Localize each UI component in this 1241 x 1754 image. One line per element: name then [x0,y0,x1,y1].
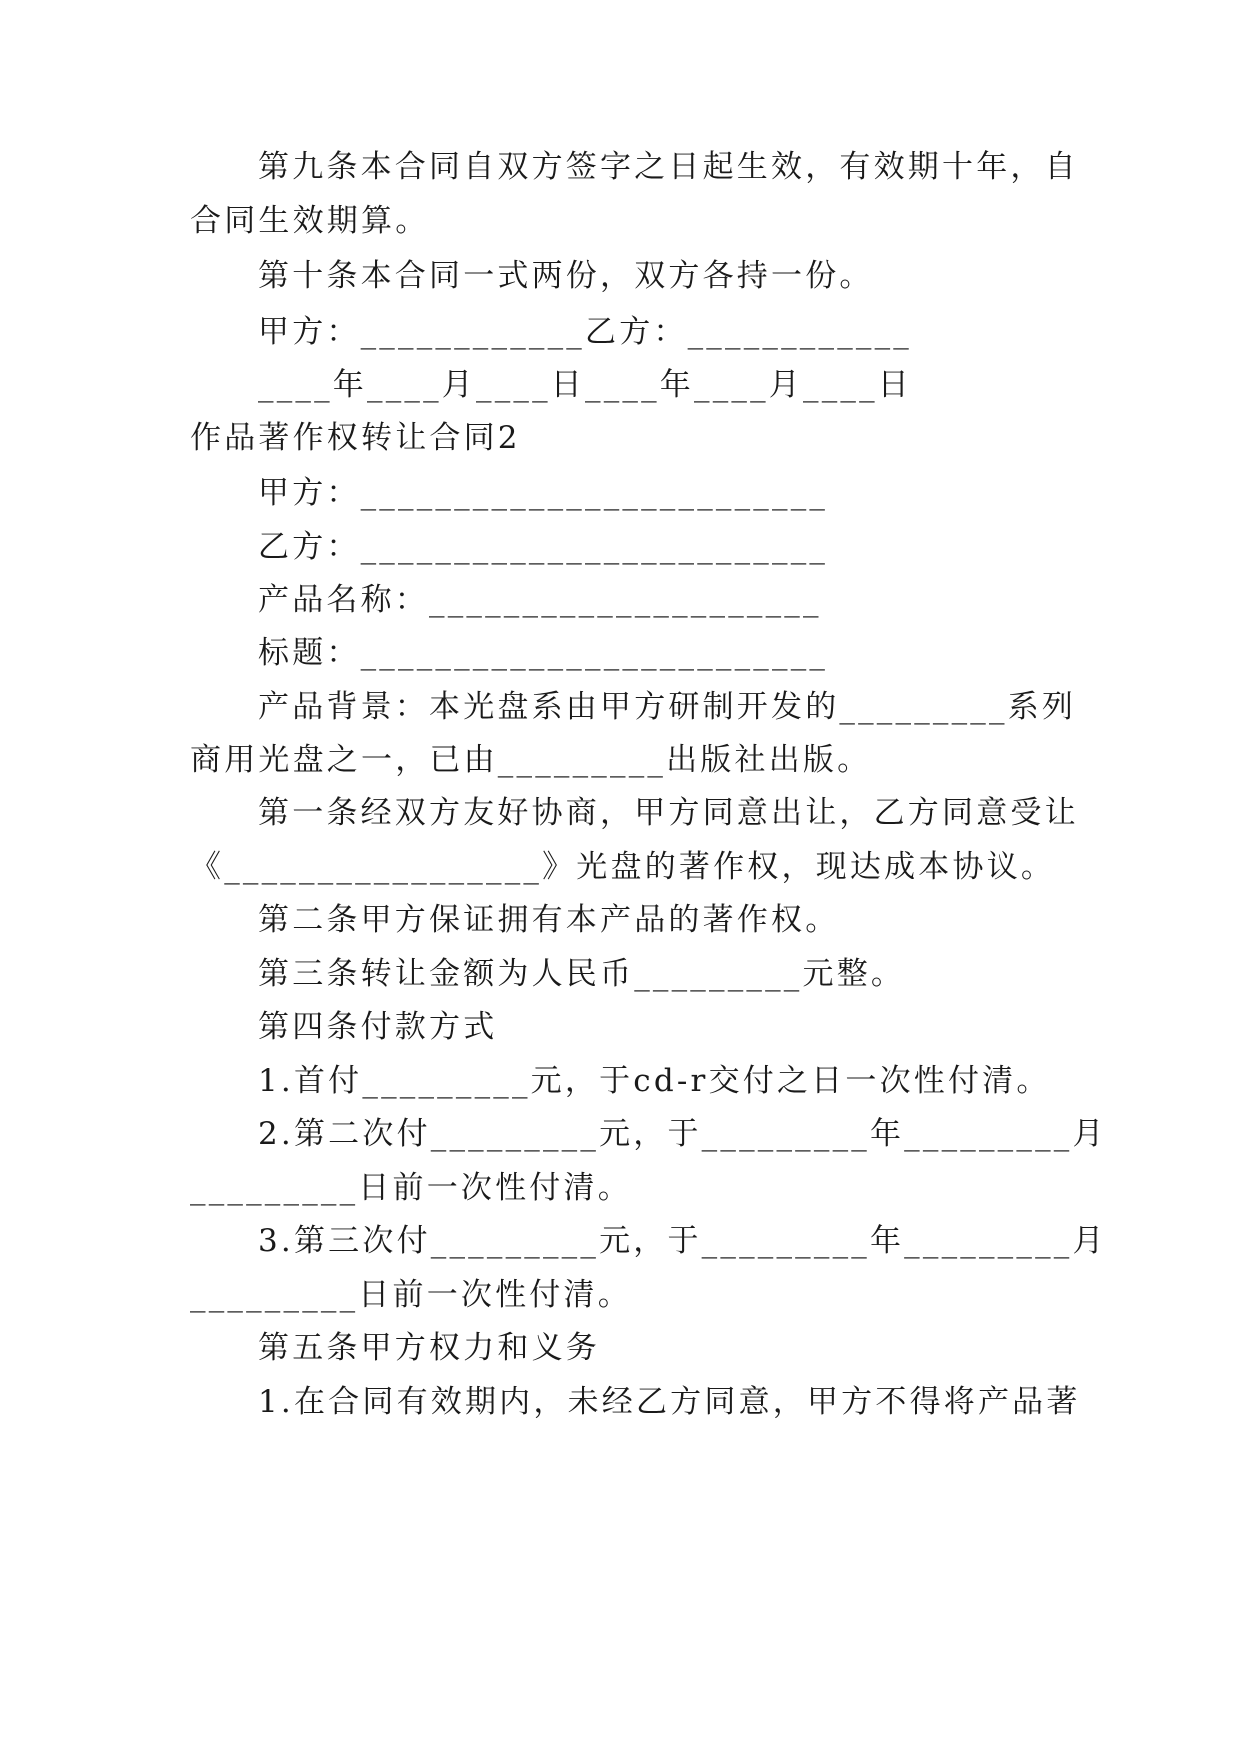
article-2: 第二条甲方保证拥有本产品的著作权。 [258,902,840,938]
product-name-field: 产品名称：_____________________ [258,582,822,618]
article-10: 第十条本合同一式两份，双方各持一份。 [258,258,874,294]
payment-item-1: 1.首付_________元，于cd-r交付之日一次性付清。 [258,1063,1051,1099]
product-background-line-2: 商用光盘之一，已由_________出版社出版。 [190,742,872,778]
article-9-line-1: 第九条本合同自双方签字之日起生效，有效期十年，自 [258,149,1079,185]
signature-dates: ____年____月____日____年____月____日 [258,367,912,403]
payment-item-3-line-2: _________日前一次性付清。 [190,1277,632,1313]
payment-item-2-line-2: _________日前一次性付清。 [190,1170,632,1206]
title-field: 标题：_________________________ [258,635,829,671]
party-a-field: 甲方：_________________________ [258,475,829,511]
article-1-line-2: 《_________________》光盘的著作权，现达成本协议。 [190,849,1056,885]
contract-title: 作品著作权转让合同2 [190,420,521,456]
article-4-heading: 第四条付款方式 [258,1009,498,1045]
article-5-item-1: 1.在合同有效期内，未经乙方同意，甲方不得将产品著 [258,1384,1081,1420]
party-b-field: 乙方：_________________________ [258,529,829,565]
payment-item-3-line-1: 3.第三次付_________元，于_________年_________月 [258,1223,1107,1259]
article-3: 第三条转让金额为人民币_________元整。 [258,956,906,992]
article-1-line-1: 第一条经双方友好协商，甲方同意出让，乙方同意受让 [258,795,1079,831]
signature-parties: 甲方：____________乙方：____________ [258,314,912,350]
article-5-heading: 第五条甲方权力和义务 [258,1330,600,1366]
product-background-line-1: 产品背景：本光盘系由甲方研制开发的_________系列 [258,689,1077,725]
article-9-line-2: 合同生效期算。 [190,203,430,239]
payment-item-2-line-1: 2.第二次付_________元，于_________年_________月 [258,1116,1107,1152]
